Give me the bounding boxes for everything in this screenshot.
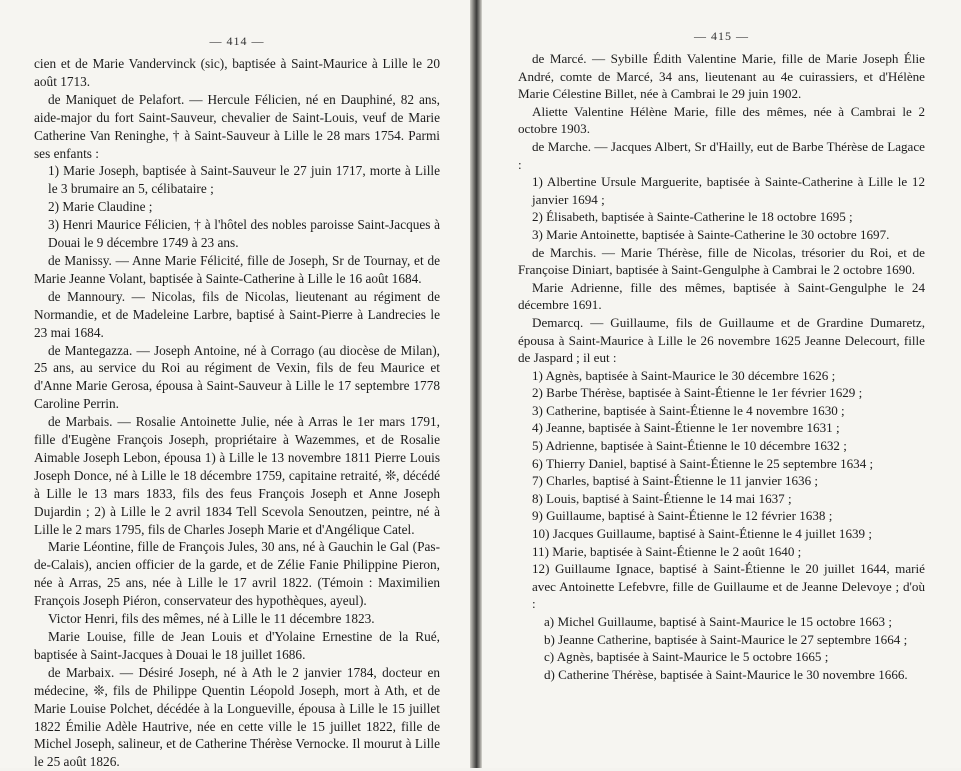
list-item: 8) Louis, baptisé à Saint-Étienne le 14 mai 1637 ; xyxy=(532,490,792,506)
list-item: 3) Catherine, baptisée à Saint-Étienne le 4 novembre 1630 ; xyxy=(532,402,845,418)
right-page xyxy=(482,0,961,768)
book-gutter xyxy=(470,0,482,768)
paragraph: Marie Louise, fille de Jean Louis et d'Yolaine Ernestine de la Rué, baptisée à Saint-Jacques à Douai le 18 juillet 1686. xyxy=(34,629,440,662)
list-item: 3) Marie Antoinette, baptisée à Sainte-Catherine le 30 octobre 1697. xyxy=(532,226,890,242)
entry-paragraph: de Maniquet de Pelafort. — Hercule Félicien, né en Dauphiné, 82 ans, aide-major du fort Saint-Sauveur, chevalier de Saint-Louis, veuf de Marie Catherine Van Reninghe, † à Saint-Sauveur à Lille le 28 mars 1754. Parmi ses enfants : xyxy=(34,91,440,161)
list-item: 4) Jeanne, baptisée à Saint-Étienne le 1er novembre 1631 ; xyxy=(532,420,840,436)
paragraph: Marie Adrienne, fille des mêmes, baptisée à Saint-Gengulphe le 24 décembre 1691. xyxy=(518,279,925,313)
entry-paragraph: de Mannoury. — Nicolas, fils de Nicolas, lieutenant au régiment de Normandie, et de Madeleine Larbre, baptisé à Saint-Pierre à Landrecies le 23 mai 1684. xyxy=(34,288,440,340)
list-item: 6) Thierry Daniel, baptisé à Saint-Étienne le 25 septembre 1634 ; xyxy=(532,455,874,471)
paragraph: Marie Léontine, fille de François Jules, 30 ans, né à Gauchin le Gal (Pas-de-Calais), ancien officier de la garde, et de Zélie Fanie Philippine Pieron, née à Arras, 25 ans, née à Lille le 17 avril 1822. (Témoin : Maximilien François Joseph Piéron, conservateur des hypothèques, ayeul). xyxy=(34,539,440,609)
sub-list-item: b) Jeanne Catherine, baptisée à Saint-Maurice le 27 septembre 1664 ; xyxy=(544,631,908,647)
list-item: 1) Agnès, baptisée à Saint-Maurice le 30 décembre 1626 ; xyxy=(532,367,836,383)
list-item: 11) Marie, baptisée à Saint-Étienne le 2 août 1640 ; xyxy=(532,543,802,559)
list-item: 2) Élisabeth, baptisée à Sainte-Catherine le 18 octobre 1695 ; xyxy=(532,209,853,225)
paragraph: cien et de Marie Vandervinck (sic), baptisée à Saint-Maurice à Lille le 20 août 1713. xyxy=(34,56,440,89)
page-number: — 415 — xyxy=(694,29,749,43)
list-item: 2) Barbe Thérèse, baptisée à Saint-Étienne le 1er février 1629 ; xyxy=(532,385,863,401)
page-number: — 414 — xyxy=(209,34,265,48)
entry-paragraph: de Marche. — Jacques Albert, Sr d'Hailly, eut de Barbe Thérèse de Lagace : xyxy=(518,138,925,172)
list-item: 9) Guillaume, baptisé à Saint-Étienne le 12 février 1638 ; xyxy=(532,508,833,524)
paragraph: Victor Henri, fils des mêmes, né à Lille le 11 décembre 1823. xyxy=(48,611,375,627)
list-item: 1) Marie Joseph, baptisée à Saint-Sauveur le 27 juin 1717, morte à Lille le 3 brumaire an 5, célibataire ; xyxy=(48,163,440,197)
list-item: 3) Henri Maurice Félicien, † à l'hôtel des nobles paroisse Saint-Jacques à Douai le 9 décembre 1749 à 23 ans. xyxy=(48,217,440,251)
entry-paragraph: de Marchis. — Marie Thérèse, fille de Nicolas, trésorier du Roi, et de Françoise Diniart, baptisée à Saint-Gengulphe à Cambrai le 2 octobre 1690. xyxy=(518,244,925,278)
entry-paragraph: de Marbaix. — Désiré Joseph, né à Ath le 2 janvier 1784, docteur en médecine, ❊, fils de Philippe Quentin Léopold Joseph, mort à Ath, et de Marie Louise Polchet, décédée à la Longueville, épousa à Lille le 15 juillet 1822 Émilie Adèle Hautrive, née en cette ville le 15 juillet 1822, fille de Michel Joseph, salineur, et de Catherine Thérèse Vernocke. Il mourut à Lille le 25 août 1826. xyxy=(34,664,440,770)
entry-paragraph: de Manissy. — Anne Marie Félicité, fille de Joseph, Sr de Tournay, et de Marie Jeanne Volant, baptisée à Sainte-Catherine à Lille le 16 août 1684. xyxy=(34,252,440,286)
left-page xyxy=(0,0,470,768)
sub-list-item: c) Agnès, baptisée à Saint-Maurice le 5 octobre 1665 ; xyxy=(544,649,829,665)
sub-list-item: d) Catherine Thérèse, baptisée à Saint-Maurice le 30 novembre 1666. xyxy=(544,666,908,682)
list-item: 5) Adrienne, baptisée à Saint-Étienne le 10 décembre 1632 ; xyxy=(532,438,847,454)
page-text xyxy=(34,55,440,771)
entry-paragraph: de Marcé. — Sybille Édith Valentine Marie, fille de Marie Joseph Élie André, comte de Marcé, 34 ans, lieutenant au 4e cuirassiers, et d'Hélène Marie Célestine Billet, née à Cambrai le 29 juin 1902. xyxy=(518,51,925,102)
entry-paragraph: de Marbais. — Rosalie Antoinette Julie, née à Arras le 1er mars 1791, fille d'Eugène François Joseph, propriétaire à Wazemmes, et de Rosalie Aimable Joseph Lebon, épousa 1) à Lille le 13 novembre 1811 Pierre Louis Joseph Donce, né à Lille le 18 décembre 1759, capitaine retraité, ❊, décédé à Lille le 13 mars 1833, fils des feus François Joseph et Anne Joseph Dujardin ; 2) à Lille le 2 avril 1834 Tell Scevola Senoutzen, peintre, né à Lille le 2 mars 1795, fils de Charles Joseph Marie et d'Angélique Catel. xyxy=(34,414,440,537)
paragraph: Aliette Valentine Hélène Marie, fille des mêmes, née à Cambrai le 2 octobre 1903. xyxy=(518,103,925,137)
entry-paragraph: Demarcq. — Guillaume, fils de Guillaume et de Grardine Dumaretz, épousa à Saint-Maurice à Lille le 26 novembre 1625 Jeanne Delecourt, fille de Jaspard ; il eut : xyxy=(518,314,925,366)
list-item: 10) Jacques Guillaume, baptisé à Saint-Étienne le 4 juillet 1639 ; xyxy=(532,526,872,542)
list-item: 1) Albertine Ursule Marguerite, baptisée à Sainte-Catherine à Lille le 12 janvier 1694 ; xyxy=(532,174,925,207)
list-item: 7) Charles, baptisé à Saint-Étienne le 11 janvier 1636 ; xyxy=(532,473,819,489)
page-text xyxy=(518,50,925,683)
list-item: 12) Guillaume Ignace, baptisé à Saint-Étienne le 20 juillet 1644, marié avec Antoinette Lefebvre, fille de Guillaume et de Jeanne Delevoye ; d'où : xyxy=(532,561,925,612)
list-item: 2) Marie Claudine ; xyxy=(48,199,153,215)
sub-list-item: a) Michel Guillaume, baptisé à Saint-Maurice le 15 octobre 1663 ; xyxy=(544,614,892,629)
entry-paragraph: de Mantegazza. — Joseph Antoine, né à Corrago (au diocèse de Milan), 25 ans, au service du Roi au régiment de Vexin, fils de feu Maurice et d'Anne Marie Gerosa, épousa à Saint-Sauveur à Lille le 17 septembre 1778 Caroline Perrin. xyxy=(34,342,440,412)
